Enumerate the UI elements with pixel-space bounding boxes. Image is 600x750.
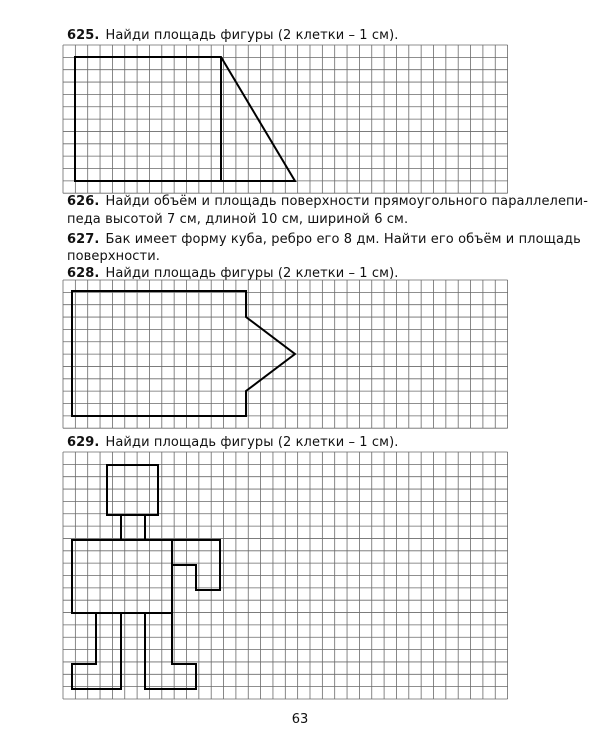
robot-arm (172, 540, 220, 590)
task-number: 627. (67, 232, 100, 247)
shape-outline (72, 291, 295, 416)
grid-629 (63, 452, 508, 699)
task-627-line2: поверхности. (67, 249, 161, 264)
robot-head (107, 465, 158, 515)
task-text: Найди площадь фигуры (2 клетки – 1 см). (105, 28, 399, 43)
task-number: 628. (67, 266, 100, 281)
task-626-line2: педа высотой 7 см, длиной 10 см, шириной 6 см. (67, 212, 409, 227)
task-text-line1: Бак имеет форму куба, ребро его 8 дм. Найти его объём и площадь (105, 232, 581, 247)
task-text-line1: Найди объём и площадь поверхности прямоугольного параллелепи- (105, 194, 588, 209)
task-number: 626. (67, 194, 100, 209)
task-text: Найди площадь фигуры (2 клетки – 1 см). (105, 435, 399, 450)
task-text: Найди площадь фигуры (2 клетки – 1 см). (105, 266, 399, 281)
figure-629-robot (72, 465, 220, 689)
figure-628-shape (72, 291, 295, 416)
page-number: 63 (291, 712, 309, 727)
robot-right-leg (145, 613, 196, 689)
grid-625 (63, 45, 508, 193)
robot-left-leg (72, 613, 121, 689)
grid-628 (63, 280, 508, 428)
task-number: 625. (67, 28, 100, 43)
task-number: 629. (67, 435, 100, 450)
